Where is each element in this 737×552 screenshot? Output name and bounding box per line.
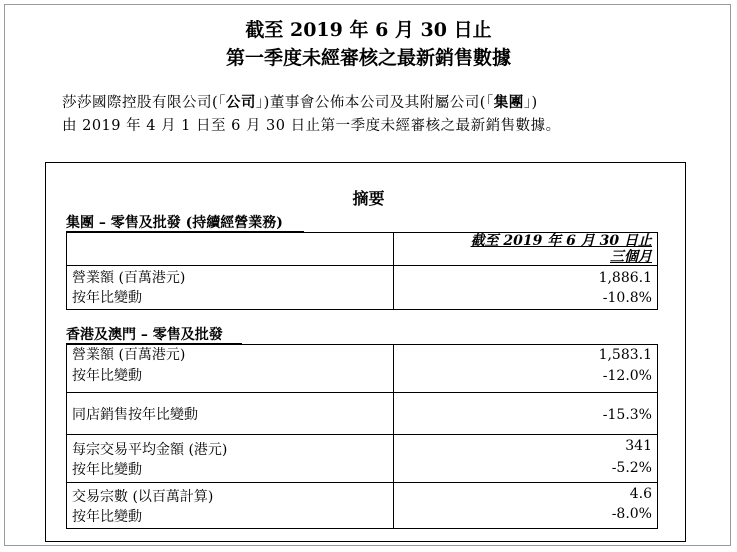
section-hkmacau-title: 香港及澳門 – 零售及批發 [66, 327, 223, 343]
avg-transaction-value: 341 [625, 438, 652, 454]
transactions-yoy-label: 按年比變動 [72, 509, 142, 525]
transactions-yoy-value: -8.0% [611, 506, 652, 522]
intro-text: 」) [523, 95, 538, 111]
transactions-count-label: 交易宗數 (以百萬計算) [72, 489, 214, 505]
hk-turnover-yoy-label: 按年比變動 [72, 368, 142, 384]
same-store-sales-label: 同店銷售按年比變動 [72, 407, 198, 423]
transactions-count-value: 4.6 [629, 486, 652, 502]
group-turnover-label: 營業額 (百萬港元) [72, 270, 186, 286]
intro-text: 」)董事會公佈本公司及其附屬公司(「 [255, 95, 494, 111]
summary-heading: 摘要 [352, 189, 385, 208]
hkmacau-row-rule [66, 434, 658, 435]
period-header-months: 三個月 [610, 249, 652, 265]
document-subtitle: 第一季度未經審核之最新銷售數據 [225, 47, 511, 69]
intro-text: 莎莎國際控股有限公司(「 [62, 95, 226, 111]
section-group-title: 集團 – 零售及批發 (持續經營業務) [66, 215, 283, 231]
group-table-divider [393, 232, 394, 310]
group-turnover-value: 1,886.1 [598, 270, 652, 286]
hk-turnover-value: 1,583.1 [598, 347, 652, 363]
hkmacau-table-divider [393, 344, 394, 529]
period-header: 截至 2019 年 6 月 30 日止 [470, 233, 652, 249]
hk-turnover-label: 營業額 (百萬港元) [72, 347, 186, 363]
intro-paragraph-line2: 由 2019 年 4 月 1 日至 6 月 30 日止第一季度未經審核之最新銷售數據。 [62, 118, 561, 134]
hkmacau-row-rule [66, 392, 658, 393]
hk-turnover-yoy-value: -12.0% [602, 368, 652, 384]
avg-transaction-label: 每宗交易平均金額 (港元) [72, 442, 228, 458]
avg-transaction-yoy-value: -5.2% [611, 460, 652, 476]
intro-term-company: 公司 [225, 94, 256, 111]
group-table-header-rule [66, 265, 658, 266]
group-yoy-value: -10.8% [602, 290, 652, 306]
same-store-sales-value: -15.3% [602, 407, 652, 423]
avg-transaction-yoy-label: 按年比變動 [72, 462, 142, 478]
intro-paragraph-line1 [62, 92, 538, 114]
document-title: 截至 2019 年 6 月 30 日止 [245, 19, 492, 41]
intro-term-group: 集團 [493, 94, 524, 111]
group-yoy-label: 按年比變動 [72, 290, 142, 306]
hkmacau-row-rule [66, 482, 658, 483]
